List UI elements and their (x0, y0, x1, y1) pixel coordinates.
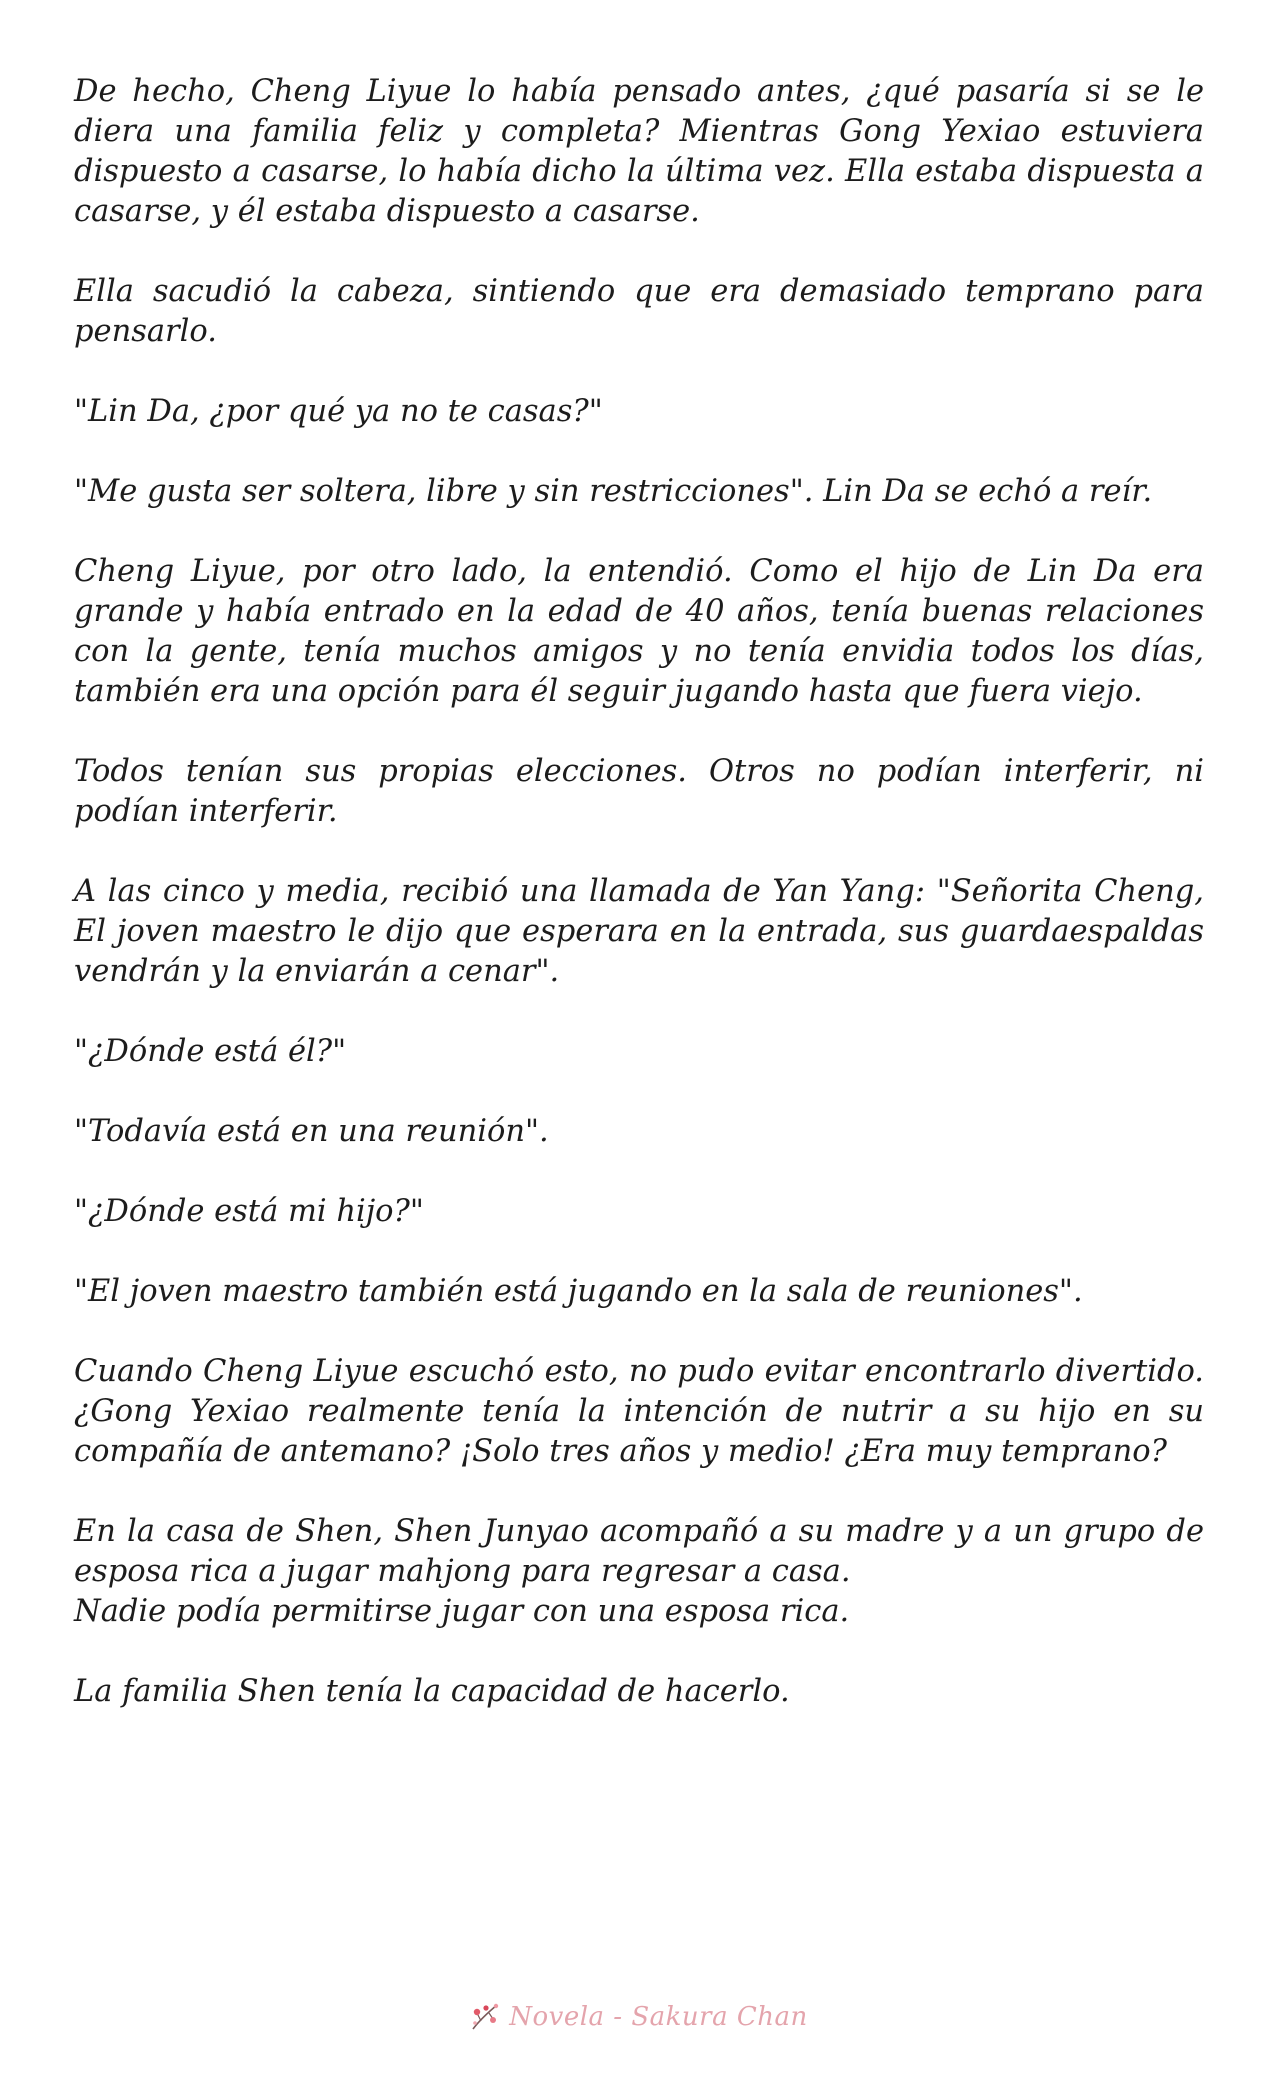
paragraph-line: Nadie podía permitirse jugar con una esposa rica. (74, 1594, 850, 1629)
footer-text: Novela - Sakura Chan (509, 2002, 808, 2032)
paragraph (74, 1512, 1204, 1632)
paragraph: "Me gusta ser soltera, libre y sin restricciones". Lin Da se echó a reír. (74, 474, 1153, 509)
paragraph: "Todavía está en una reunión". (74, 1114, 549, 1149)
paragraph: "¿Dónde está mi hijo?" (74, 1194, 424, 1229)
footer-watermark (0, 1992, 1275, 2042)
paragraph: Cuando Cheng Liyue escuchó esto, no pudo evitar encontrarlo divertido. ¿Gong Yexiao realmente tenía la intención de nutrir a su hijo en su compañía de antemano? ¡Solo tres años y medio! ¿Era muy temprano? (74, 1354, 1204, 1469)
chapter-text (74, 72, 1204, 1752)
paragraph: "Lin Da, ¿por qué ya no te casas?" (74, 394, 603, 429)
paragraph: Todos tenían sus propias elecciones. Otros no podían interferir, ni podían interferir. (74, 754, 1204, 829)
paragraph: "El joven maestro también está jugando en la sala de reuniones". (74, 1274, 1083, 1309)
paragraph: Cheng Liyue, por otro lado, la entendió. Como el hijo de Lin Da era grande y había entrado en la edad de 40 años, tenía buenas relaciones con la gente, tenía muchos amigos y no tenía envidia todos los días, también era una opción para él seguir jugando hasta que fuera viejo. (74, 554, 1204, 709)
paragraph: Ella sacudió la cabeza, sintiendo que era demasiado temprano para pensarlo. (74, 274, 1204, 349)
sakura-icon (467, 1999, 503, 2035)
paragraph: A las cinco y media, recibió una llamada de Yan Yang: "Señorita Cheng, El joven maestro le dijo que esperara en la entrada, sus guardaespaldas vendrán y la enviarán a cenar". (74, 874, 1204, 989)
paragraph: La familia Shen tenía la capacidad de hacerlo. (74, 1674, 790, 1709)
footer-brand (467, 1999, 808, 2035)
paragraph-line: En la casa de Shen, Shen Junyao acompañó a su madre y a un grupo de esposa rica a jugar mahjong para regresar a casa. (74, 1514, 1204, 1589)
paragraph: De hecho, Cheng Liyue lo había pensado antes, ¿qué pasaría si se le diera una familia feliz y completa? Mientras Gong Yexiao estuviera dispuesto a casarse, lo había dicho la última vez. Ella estaba dispuesta a casarse, y él estaba dispuesto a casarse. (74, 74, 1204, 229)
paragraph: "¿Dónde está él?" (74, 1034, 347, 1069)
